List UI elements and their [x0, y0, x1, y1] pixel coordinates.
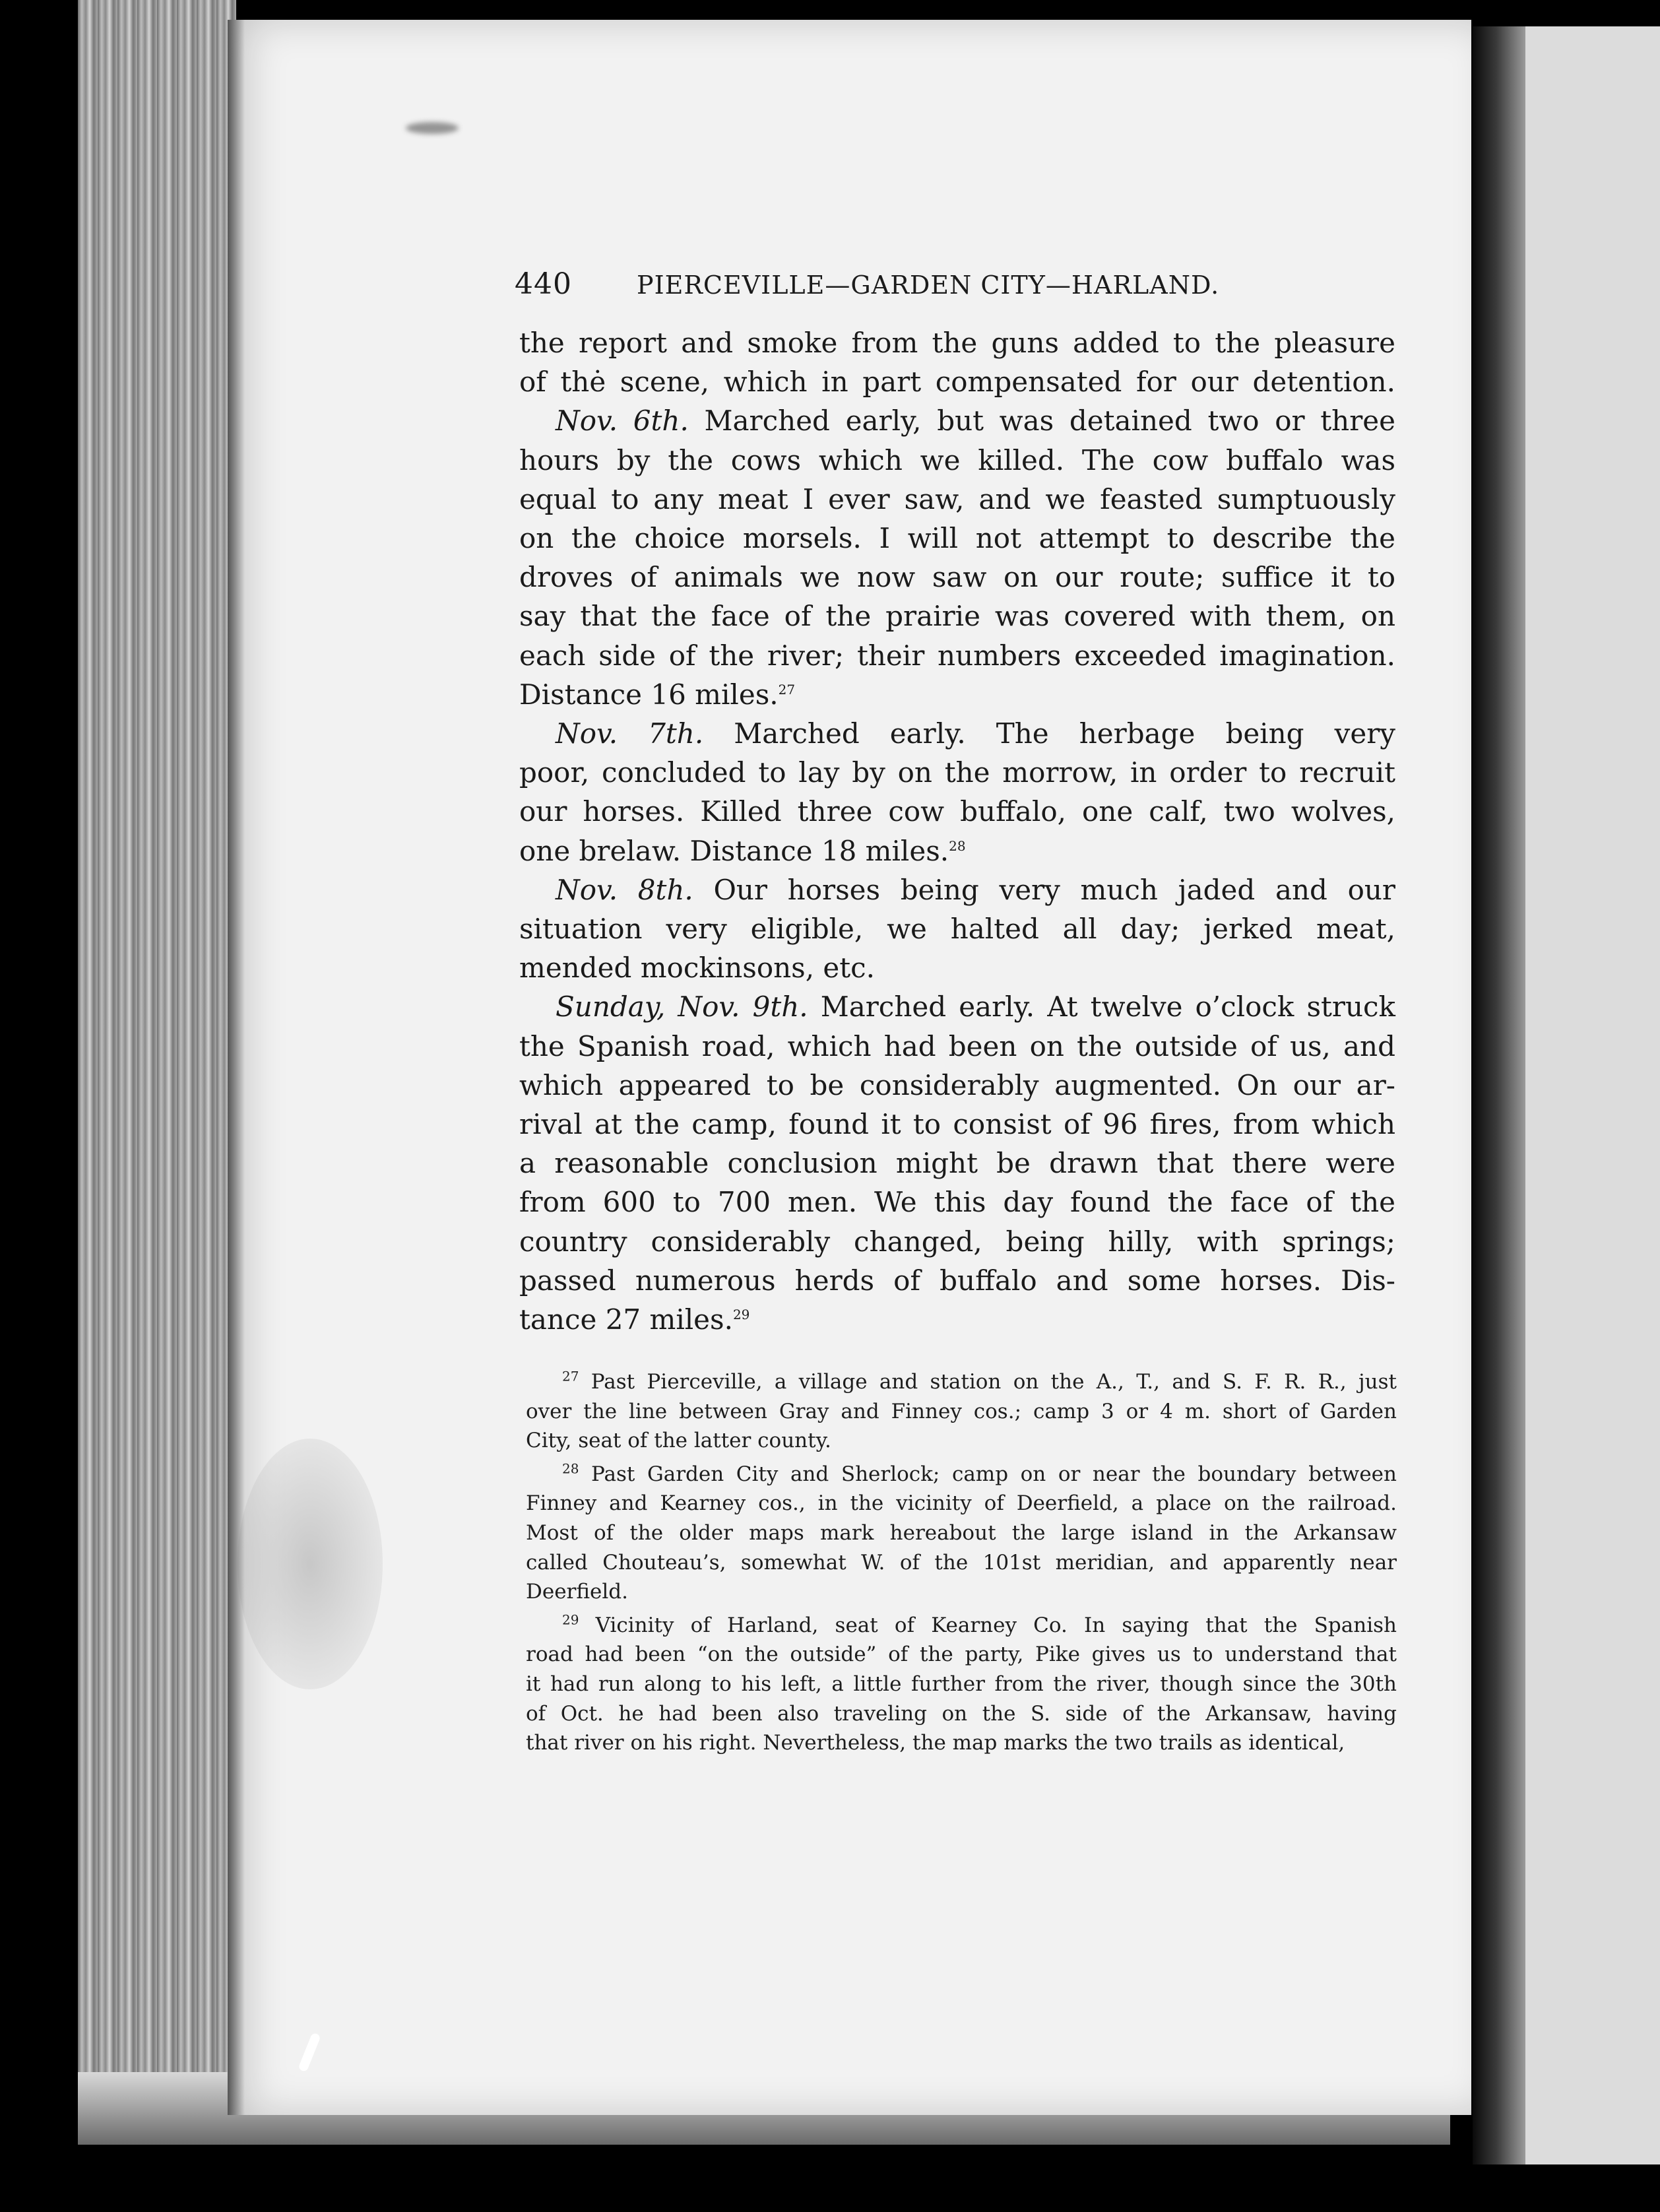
- footnote-line: [526, 1367, 1397, 1397]
- body-line: [519, 909, 1395, 948]
- footnotes: [526, 1367, 1397, 1758]
- page-smudge: [406, 122, 459, 134]
- body-line: [519, 831, 1395, 870]
- footnote-text: Vicinity of Harland, seat of Kearney Co. In saying that the Spanish: [595, 1613, 1397, 1637]
- body-line-text: Marched early. At twelve o’clock struck: [820, 991, 1395, 1024]
- body-line: [519, 636, 1395, 675]
- body-line: [519, 1066, 1395, 1105]
- body-line-text: droves of animals we now saw on our route; suffice it to: [519, 561, 1395, 594]
- body-line-text: Distance 16 miles.: [519, 678, 779, 711]
- footnote-text: called Chouteau’s, somewhat W. of the 101st meridian, and apparently near: [526, 1550, 1397, 1575]
- body-line: [519, 519, 1395, 558]
- body-line-text: from 600 to 700 men. We this day found the face of the: [519, 1186, 1395, 1219]
- footnote-line: [526, 1728, 1397, 1758]
- body-line-text: one brelaw. Distance 18 miles.: [519, 834, 949, 867]
- footnote-line: [526, 1489, 1397, 1518]
- footnote-text: Deerfield.: [526, 1580, 628, 1604]
- footnote-line: [526, 1699, 1397, 1729]
- body-line: [519, 1144, 1395, 1183]
- body-line-text: Our horses being very much jaded and our: [713, 873, 1395, 906]
- body-line: [519, 1261, 1395, 1300]
- body-line-text: situation very eligible, we halted all day; jerked meat,: [519, 913, 1395, 946]
- running-head: [515, 267, 1260, 301]
- body-text: [519, 323, 1395, 1339]
- book-gutter: [1473, 26, 1525, 2164]
- footnote-line: [526, 1640, 1397, 1670]
- body-line-text: a reasonable conclusion might be drawn that there were: [519, 1147, 1395, 1180]
- body-line: [519, 1105, 1395, 1144]
- journal-date: Nov. 7th.: [556, 717, 704, 750]
- footnote-reference: 29: [732, 1307, 750, 1323]
- body-line-text: the Spanish road, which had been on the outside of us, and: [519, 1029, 1395, 1062]
- body-line-text: hours by the cows which we killed. The cow buffalo was: [519, 443, 1395, 476]
- footnote-text: it had run along to his left, a little further from the river, though since the 30th: [526, 1672, 1397, 1696]
- body-line: [519, 714, 1395, 753]
- footnote-line: [526, 1670, 1397, 1699]
- footnote-number: 29: [562, 1611, 579, 1628]
- book-page-edges: [78, 0, 236, 2138]
- body-line: [519, 1027, 1395, 1066]
- page-stain: [238, 1439, 383, 1689]
- body-line-text: on the choice morsels. I will not attempt to describe the: [519, 522, 1395, 555]
- footnote-number: 27: [562, 1368, 579, 1384]
- footnote-text: Past Garden City and Sherlock; camp on or near the boundary between: [591, 1462, 1397, 1486]
- footnote-text: that river on his right. Nevertheless, the map marks the two trails as identical,: [526, 1731, 1345, 1755]
- body-line-text: poor, concluded to lay by on the morrow, in order to recruit: [519, 756, 1395, 789]
- body-line: [519, 597, 1395, 635]
- footnote-line: [526, 1426, 1397, 1456]
- body-line: [519, 401, 1395, 440]
- body-line: [519, 870, 1395, 909]
- body-line: [519, 792, 1395, 831]
- body-line-text: which appeared to be considerably augmented. On our ar-: [519, 1068, 1395, 1101]
- footnote-text: of Oct. he had been also traveling on the S. side of the Arkansaw, having: [526, 1701, 1397, 1726]
- journal-date: Sunday, Nov. 9th.: [556, 991, 808, 1024]
- footnote-line: [526, 1518, 1397, 1548]
- body-line: [519, 948, 1395, 987]
- body-line-text: each side of the river; their numbers exceeded imagination.: [519, 639, 1395, 672]
- body-line-text: equal to any meat I ever saw, and we feasted sumptuously: [519, 482, 1395, 515]
- body-line-text: tance 27 miles.: [519, 1303, 733, 1336]
- body-line: [519, 480, 1395, 519]
- body-line: [519, 675, 1395, 714]
- journal-date: Nov. 8th.: [556, 873, 693, 906]
- body-line-text: mended mockinsons, etc.: [519, 952, 876, 985]
- footnote-line: [526, 1548, 1397, 1578]
- body-line-text: say that the face of the prairie was covered with them, on: [519, 600, 1395, 633]
- body-line-text: passed numerous herds of buffalo and some horses. Dis-: [519, 1264, 1395, 1297]
- footnote-text: Past Pierceville, a village and station on the A., T., and S. F. R. R., just: [591, 1370, 1397, 1394]
- body-line-text: Marched early, but was detained two or three: [704, 405, 1396, 438]
- body-line: [519, 441, 1395, 480]
- body-line-text: country considerably changed, being hilly, with springs;: [519, 1225, 1395, 1258]
- footnote-reference: 27: [778, 681, 796, 698]
- footnote-text: over the line between Gray and Finney cos.; camp 3 or 4 m. short of Garden: [526, 1399, 1397, 1423]
- footnote-text: Most of the older maps mark hereabout the large island in the Arkansaw: [526, 1520, 1397, 1545]
- running-head-title: PIERCEVILLE—GARDEN CITY—HARLAND.: [637, 271, 1220, 300]
- footnote-line: [526, 1577, 1397, 1607]
- body-line: [519, 362, 1395, 401]
- footnote-line: [526, 1611, 1397, 1641]
- body-line-text: of thė scene, which in part compensated for our detention.: [519, 366, 1395, 399]
- body-line: [519, 987, 1395, 1026]
- body-line-text: the report and smoke from the guns added to the pleasure: [519, 327, 1395, 359]
- footnote-line: [526, 1397, 1397, 1427]
- footnote-number: 28: [562, 1460, 579, 1477]
- body-line: [519, 1183, 1395, 1221]
- page-number: 440: [515, 267, 572, 301]
- footnote-text: road had been “on the outside” of the party, Pike gives us to understand that: [526, 1643, 1397, 1667]
- body-line: [519, 323, 1395, 362]
- footnote-line: [526, 1460, 1397, 1489]
- body-line: [519, 558, 1395, 597]
- body-line: [519, 1222, 1395, 1261]
- footnote-reference: 28: [949, 837, 966, 854]
- journal-date: Nov. 6th.: [556, 405, 689, 438]
- footnote-text: City, seat of the latter county.: [526, 1429, 831, 1453]
- body-line: [519, 1300, 1395, 1339]
- body-line-text: rival at the camp, found it to consist of 96 fires, from which: [519, 1108, 1395, 1141]
- footnote-text: Finney and Kearney cos., in the vicinity of Deerfield, a place on the railroad.: [526, 1491, 1397, 1516]
- body-line: [519, 753, 1395, 792]
- body-line-text: Marched early. The herbage being very: [734, 717, 1396, 750]
- body-line-text: our horses. Killed three cow buffalo, one calf, two wolves,: [519, 795, 1395, 828]
